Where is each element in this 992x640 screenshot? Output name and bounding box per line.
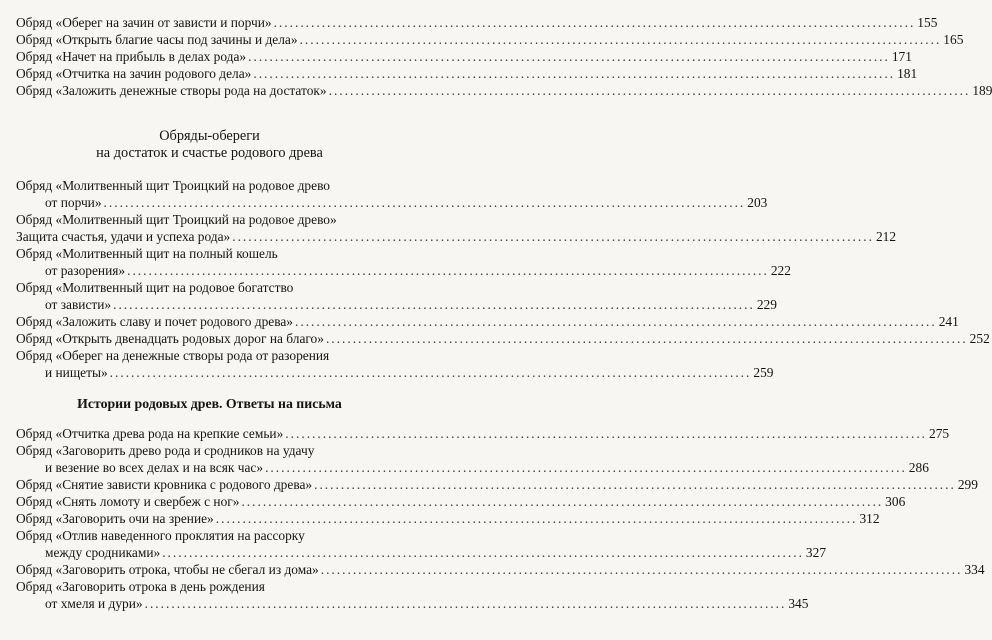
toc-page-number: 222 xyxy=(770,263,791,278)
toc-page-number: 165 xyxy=(943,32,964,47)
toc-page-number: 171 xyxy=(891,49,912,64)
toc-entry-title: Обряд «Открыть благие часы под зачины и дела» xyxy=(16,32,298,47)
toc-entry-title: Обряд «Молитвенный щит на родовое богатство xyxy=(16,280,294,295)
toc-entry-title: Обряд «Оберег на денежные створы рода от разорения xyxy=(16,348,330,363)
toc-entry xyxy=(16,82,992,99)
toc-page-number: 312 xyxy=(859,511,880,526)
toc-page-number: 241 xyxy=(938,314,959,329)
toc-entry xyxy=(16,31,964,48)
toc-entry-title: Обряд «Молитвенный щит Троицкий на родовое древо» xyxy=(16,212,337,227)
toc-entry-title: Обряд «Снятие зависти кровника с родового древа» xyxy=(16,477,313,492)
toc-entry-title-continued: Защита счастья, удачи и успеха рода» xyxy=(16,229,231,244)
toc-entry-title-continued: от разорения» xyxy=(45,263,126,278)
toc-entry xyxy=(16,14,938,31)
toc-page-number: 259 xyxy=(753,365,774,380)
toc-entry-title-continued: от хмеля и дури» xyxy=(45,596,143,611)
toc-entry xyxy=(16,527,827,561)
toc-entry-title: Обряд «Заложить денежные створы рода на достаток» xyxy=(16,83,327,98)
toc-entry-title-continued: и везение во всех делах и на всяк час» xyxy=(45,460,264,475)
toc-entry xyxy=(16,561,985,578)
toc-entry-title-continued: от порчи» xyxy=(45,195,102,210)
toc-page-number: 306 xyxy=(885,494,906,509)
toc-entry-title: Обряд «Заговорить отрока в день рождения xyxy=(16,579,265,594)
section-heading: Истории родовых древ. Ответы на письма xyxy=(77,396,342,411)
toc-entry xyxy=(16,245,791,279)
toc-entry xyxy=(16,65,918,82)
toc-entry-title-continued: между сродниками» xyxy=(45,545,161,560)
toc-entry xyxy=(16,347,774,381)
toc-entry xyxy=(16,48,912,65)
toc-entry xyxy=(16,476,978,493)
toc-entry-title: Обряд «Начет на прибыль в делах рода» xyxy=(16,49,247,64)
toc-entry xyxy=(16,279,777,313)
toc-entry xyxy=(16,442,929,476)
toc-entry-title-continued: и нищеты» xyxy=(45,365,108,380)
toc-entry-title: Обряд «Отчитка на зачин родового дела» xyxy=(16,66,252,81)
toc-entry xyxy=(16,177,768,211)
toc-entry-title: Обряд «Снять ломоту и свербеж с ног» xyxy=(16,494,240,509)
toc-entry-title: Обряд «Заложить славу и почет родового древа» xyxy=(16,314,293,329)
toc-entry xyxy=(16,578,809,612)
toc-page-number: 229 xyxy=(756,297,777,312)
toc-entry xyxy=(16,425,950,442)
toc-entry-title: Обряд «Заговорить древо рода и сродников на удачу xyxy=(16,443,315,458)
toc-entry-title: Обряд «Отчитка древа рода на крепкие семьи» xyxy=(16,426,284,441)
toc-page-number: 212 xyxy=(875,229,897,244)
toc-page-number: 189 xyxy=(972,83,992,98)
toc-page-number: 345 xyxy=(788,596,809,611)
toc-entry-title-continued: от зависти» xyxy=(45,297,112,312)
toc-page-number: 275 xyxy=(929,426,950,441)
toc-page-number: 155 xyxy=(917,15,938,30)
toc-entry-title: Обряд «Молитвенный щит Троицкий на родовое древо xyxy=(16,178,330,193)
toc-entry xyxy=(16,330,990,347)
section-heading-line-1: Обряды-обереги xyxy=(159,128,260,144)
toc-entry xyxy=(16,211,897,245)
toc-page-number: 334 xyxy=(964,562,985,577)
toc-entry xyxy=(16,313,959,330)
toc-entry-title: Обряд «Молитвенный щит на полный кошель xyxy=(16,246,278,261)
toc-entry xyxy=(16,493,906,510)
toc-page-number: 299 xyxy=(957,477,978,492)
toc-page-number: 327 xyxy=(805,545,827,560)
toc-page-number: 203 xyxy=(747,195,768,210)
toc-entry-title: Обряд «Оберег на зачин от зависти и порчи» xyxy=(16,15,272,30)
toc-entry xyxy=(16,510,880,527)
toc-entry-title: Обряд «Отлив наведенного проклятия на рассорку xyxy=(16,528,305,543)
toc-page-number: 286 xyxy=(908,460,929,475)
toc-entry-title: Обряд «Заговорить отрока, чтобы не сбегал из дома» xyxy=(16,562,319,577)
section-heading-line-2: на достаток и счастье родового древа xyxy=(96,145,323,161)
toc-page-number: 252 xyxy=(969,331,990,346)
toc-page-number: 181 xyxy=(897,66,918,81)
toc-entry-title: Обряд «Открыть двенадцать родовых дорог на благо» xyxy=(16,331,324,346)
toc-entry-title: Обряд «Заговорить очи на зрение» xyxy=(16,511,214,526)
